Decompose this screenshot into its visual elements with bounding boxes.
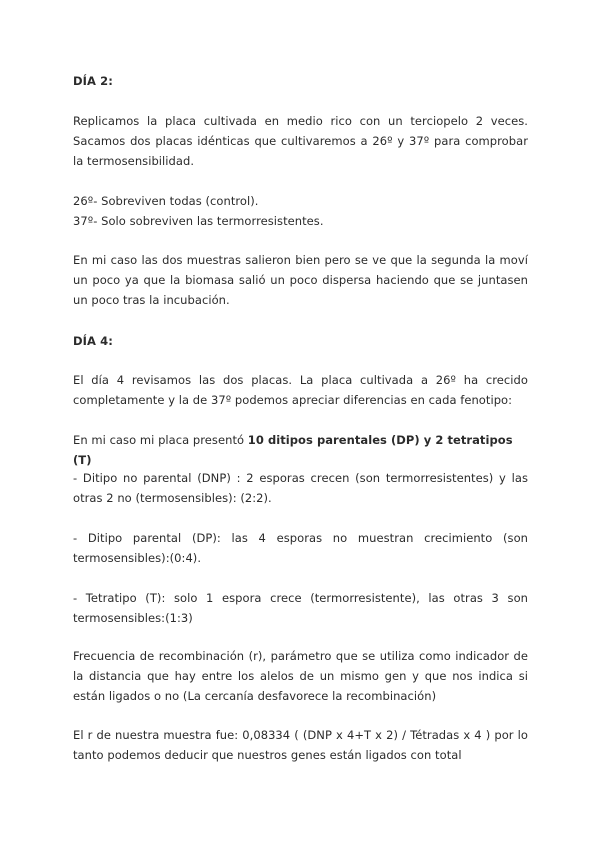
- document-page: [73, 0, 528, 848]
- day2-paragraph-observation: En mi caso las dos muestras salieron bien pero se ve que la segunda la moví un poco ya que la biomasa salió un poco dispersa haciendo que se juntasen un poco tras la incubación.: [73, 253, 528, 307]
- day2-result-26: 26º- Sobreviven todas (control).: [73, 194, 259, 208]
- day2-paragraph-replication: Replicamos la placa cultivada en medio rico con un terciopelo 2 veces. Sacamos dos placas idénticas que cultivaremos a 26º y 37º para comprobar la termosensibilidad.: [73, 114, 528, 168]
- day2-heading: DÍA 2:: [73, 74, 113, 88]
- day4-result-bold: 10 ditipos parentales (DP) y 2 tetratipos (T): [73, 433, 513, 467]
- day4-result-paragraph: El r de nuestra muestra fue: 0,08334 ( (DNP x 4+T x 2) / Tétradas x 4 ) por lo tanto podemos deducir que nuestros genes están ligados con total: [73, 728, 528, 762]
- day4-frequency-paragraph: Frecuencia de recombinación (r), parámetro que se utiliza como indicador de la distancia que hay entre los alelos de un mismo gen y que nos indica si están ligados o no (La cercanía desfavorece la recombinación): [73, 649, 528, 703]
- day4-t-item: - Tetratipo (T): solo 1 espora crece (termorresistente), las otras 3 son termosensibles:(1:3): [73, 591, 528, 625]
- day4-heading: DÍA 4:: [73, 334, 113, 348]
- day4-dp-item: - Ditipo parental (DP): las 4 esporas no muestran crecimiento (son termosensibles):(0:4).: [73, 531, 528, 565]
- day4-paragraph-review: El día 4 revisamos las dos placas. La placa cultivada a 26º ha crecido completamente y la de 37º podemos apreciar diferencias en cada fenotipo:: [73, 373, 528, 407]
- day4-dnp-item: - Ditipo no parental (DNP) : 2 esporas crecen (son termorresistentes) y las otras 2 no (termosensibles): (2:2).: [73, 471, 528, 505]
- day4-result-prefix: En mi caso mi placa presentó: [73, 433, 248, 447]
- day4-paragraph-result: [73, 430, 528, 470]
- day2-result-37: 37º- Solo sobreviven las termorresistentes.: [73, 214, 324, 228]
